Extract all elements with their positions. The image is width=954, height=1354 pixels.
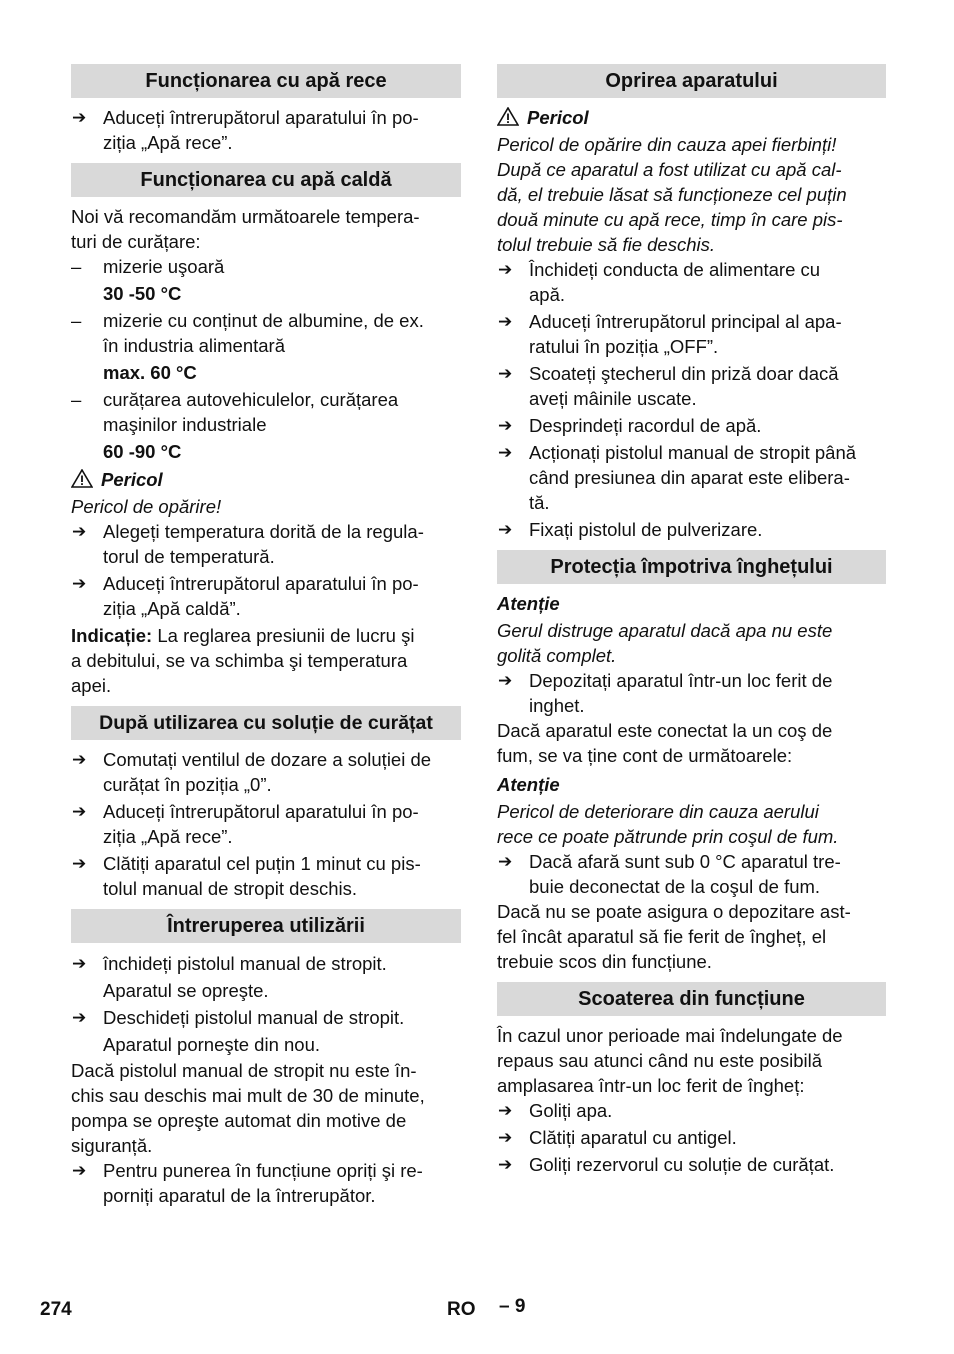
instruction-step xyxy=(497,361,886,411)
warning-text: Pericol de opărire! xyxy=(71,496,222,517)
dash-bullet: – xyxy=(71,389,82,410)
arrow-icon: ➔ xyxy=(72,574,87,593)
section-heading: Scoaterea din funcțiune xyxy=(497,982,886,1016)
warning-label-text: Pericol xyxy=(101,469,163,490)
section-heading: Întreruperea utilizării xyxy=(71,909,461,943)
step-text: Pentru punerea în funcțiune opriți şi re- porniți aparatul de la întrerupător. xyxy=(103,1160,423,1206)
step-text: Aduceți întrerupătorul aparatului în po- ziția „Apă caldă”. xyxy=(103,573,419,619)
step-text: Aduceți întrerupătorul aparatului în po- ziția „Apă rece”. xyxy=(103,801,419,847)
instruction-step xyxy=(497,257,886,307)
arrow-icon: ➔ xyxy=(498,443,513,462)
section-heading: Funcționarea cu apă caldă xyxy=(71,163,461,197)
paragraph: Noi vă recomandăm următoarele tempera- turi de curățare: xyxy=(71,206,420,252)
arrow-icon: ➔ xyxy=(72,854,87,873)
section-heading: Oprirea aparatului xyxy=(497,64,886,98)
arrow-icon: ➔ xyxy=(498,520,513,539)
arrow-icon: ➔ xyxy=(498,1128,513,1147)
note-label: Indicație: xyxy=(71,625,153,646)
list-item xyxy=(71,387,461,437)
arrow-icon: ➔ xyxy=(498,260,513,279)
step-text: Dacă afară sunt sub 0 °C aparatul tre- buie deconectat de la coşul de fum. xyxy=(529,851,841,897)
arrow-icon: ➔ xyxy=(72,954,87,973)
warning-triangle-icon xyxy=(497,107,519,126)
language-code: RO xyxy=(447,1299,476,1320)
arrow-icon: ➔ xyxy=(498,1155,513,1174)
arrow-icon: ➔ xyxy=(72,108,87,127)
warning-label xyxy=(497,105,886,130)
list-item-text: mizerie cu conținut de albumine, de ex. în industria alimentară xyxy=(103,310,424,356)
dash-bullet: – xyxy=(71,310,82,331)
step-text: Deschideți pistolul manual de stropit. Aparatul porneşte din nou. xyxy=(103,1007,405,1055)
instruction-step xyxy=(71,1004,461,1058)
arrow-icon: ➔ xyxy=(498,364,513,383)
temperature-value: 30 -50 °C xyxy=(103,283,182,304)
step-text: Scoateți ştecherul din priză doar dacă aveți mâinile uscate. xyxy=(529,363,839,409)
arrow-icon: ➔ xyxy=(498,312,513,331)
step-text: Goliți rezervorul cu soluție de curățat. xyxy=(529,1154,835,1175)
step-text: Aduceți întrerupătorul principal al apa- ratului în poziția „OFF”. xyxy=(529,311,842,357)
warning-text: Pericol de opărire din cauza apei fierbinți! După ce aparatul a fost utilizat cu apă cal- dă, el trebuie lăsat să funcționeze cel puțin două minute cu apă rece, timp în care pis- tolul trebuie să fie deschis. xyxy=(497,134,847,255)
caution-label: Atenție xyxy=(497,593,560,614)
section-heading: După utilizarea cu soluție de curățat xyxy=(71,706,461,740)
step-text: Aduceți întrerupătorul aparatului în po- ziția „Apă rece”. xyxy=(103,107,419,153)
warning-triangle-icon xyxy=(71,469,93,488)
paragraph: Dacă aparatul este conectat la un coş de fum, se va ține cont de următoarele: xyxy=(497,720,833,766)
step-text: Comutați ventilul de dozare a soluției de curățat în poziția „0”. xyxy=(103,749,432,795)
warning-label xyxy=(71,467,461,492)
arrow-icon: ➔ xyxy=(72,522,87,541)
arrow-icon: ➔ xyxy=(498,671,513,690)
list-item-text: mizerie uşoară xyxy=(103,256,225,277)
section-heading: Funcționarea cu apă rece xyxy=(71,64,461,98)
step-text: Clătiți aparatul cel puțin 1 minut cu pis- tolul manual de stropit deschis. xyxy=(103,853,421,899)
instruction-step xyxy=(497,1152,886,1177)
step-text: Fixați pistolul de pulverizare. xyxy=(529,519,763,540)
note-paragraph xyxy=(71,623,461,698)
instruction-step xyxy=(71,950,461,1004)
instruction-step xyxy=(71,747,461,797)
list-item xyxy=(71,254,461,279)
instruction-step xyxy=(497,440,886,515)
paragraph: Dacă nu se poate asigura o depozitare ast- fel încât aparatul să fie ferit de îngheț, el trebuie scos din funcțiune. xyxy=(497,901,851,972)
step-text: închideți pistolul manual de stropit. Aparatul se opreşte. xyxy=(103,953,387,1001)
step-text: Desprindeți racordul de apă. xyxy=(529,415,762,436)
step-text: Clătiți aparatul cu antigel. xyxy=(529,1127,737,1148)
arrow-icon: ➔ xyxy=(498,416,513,435)
arrow-icon: ➔ xyxy=(498,852,513,871)
note-text: La reglarea presiunii de lucru şi a debitului, se va schimba şi temperatura apei. xyxy=(71,625,415,696)
section-heading: Protecția împotriva înghețului xyxy=(497,550,886,584)
instruction-step xyxy=(497,668,886,718)
instruction-step xyxy=(71,851,461,901)
temperature-value: max. 60 °C xyxy=(103,362,197,383)
step-text: Închideți conducta de alimentare cu apă. xyxy=(529,259,821,305)
arrow-icon: ➔ xyxy=(72,1008,87,1027)
instruction-step xyxy=(497,1098,886,1123)
paragraph: În cazul unor perioade mai îndelungate de repaus sau atunci când nu este posibilă amplasarea într-un loc ferit de îngheț: xyxy=(497,1025,843,1096)
temperature-value: 60 -90 °C xyxy=(103,441,182,462)
warning-label-text: Pericol xyxy=(527,107,589,128)
arrow-icon: ➔ xyxy=(498,1101,513,1120)
list-item xyxy=(71,308,461,358)
step-text: Acționați pistolul manual de stropit până când presiunea din aparat este elibera- tă. xyxy=(529,442,857,513)
instruction-step xyxy=(497,849,886,899)
step-text: Depozitați aparatul într-un loc ferit de inghet. xyxy=(529,670,833,716)
dash-bullet: – xyxy=(71,256,82,277)
arrow-icon: ➔ xyxy=(72,802,87,821)
instruction-step xyxy=(497,1125,886,1150)
instruction-step xyxy=(71,571,461,621)
arrow-icon: ➔ xyxy=(72,750,87,769)
section-page-number: – 9 xyxy=(499,1296,526,1317)
list-item-text: curățarea autovehiculelor, curățarea maşinilor industriale xyxy=(103,389,399,435)
instruction-step xyxy=(497,517,886,542)
instruction-step xyxy=(71,105,461,155)
arrow-icon: ➔ xyxy=(72,1161,87,1180)
step-text: Goliți apa. xyxy=(529,1100,613,1121)
instruction-step xyxy=(497,413,886,438)
paragraph: Dacă pistolul manual de stropit nu este în- chis sau deschis mai mult de 30 de minute, pompa se opreşte automat din motive de siguranță. xyxy=(71,1060,425,1156)
instruction-step xyxy=(71,519,461,569)
step-text: Alegeți temperatura dorită de la regula- torul de temperatură. xyxy=(103,521,424,567)
right-column xyxy=(497,64,886,1177)
instruction-step xyxy=(71,799,461,849)
caution-text: Pericol de deteriorare din cauza aerului rece ce poate pătrunde prin coşul de fum. xyxy=(497,801,839,847)
instruction-step xyxy=(71,1158,461,1208)
left-column xyxy=(71,64,461,1208)
caution-label: Atenție xyxy=(497,774,560,795)
caution-text: Gerul distruge aparatul dacă apa nu este golită complet. xyxy=(497,620,833,666)
instruction-step xyxy=(497,309,886,359)
page-number: 274 xyxy=(40,1299,72,1320)
